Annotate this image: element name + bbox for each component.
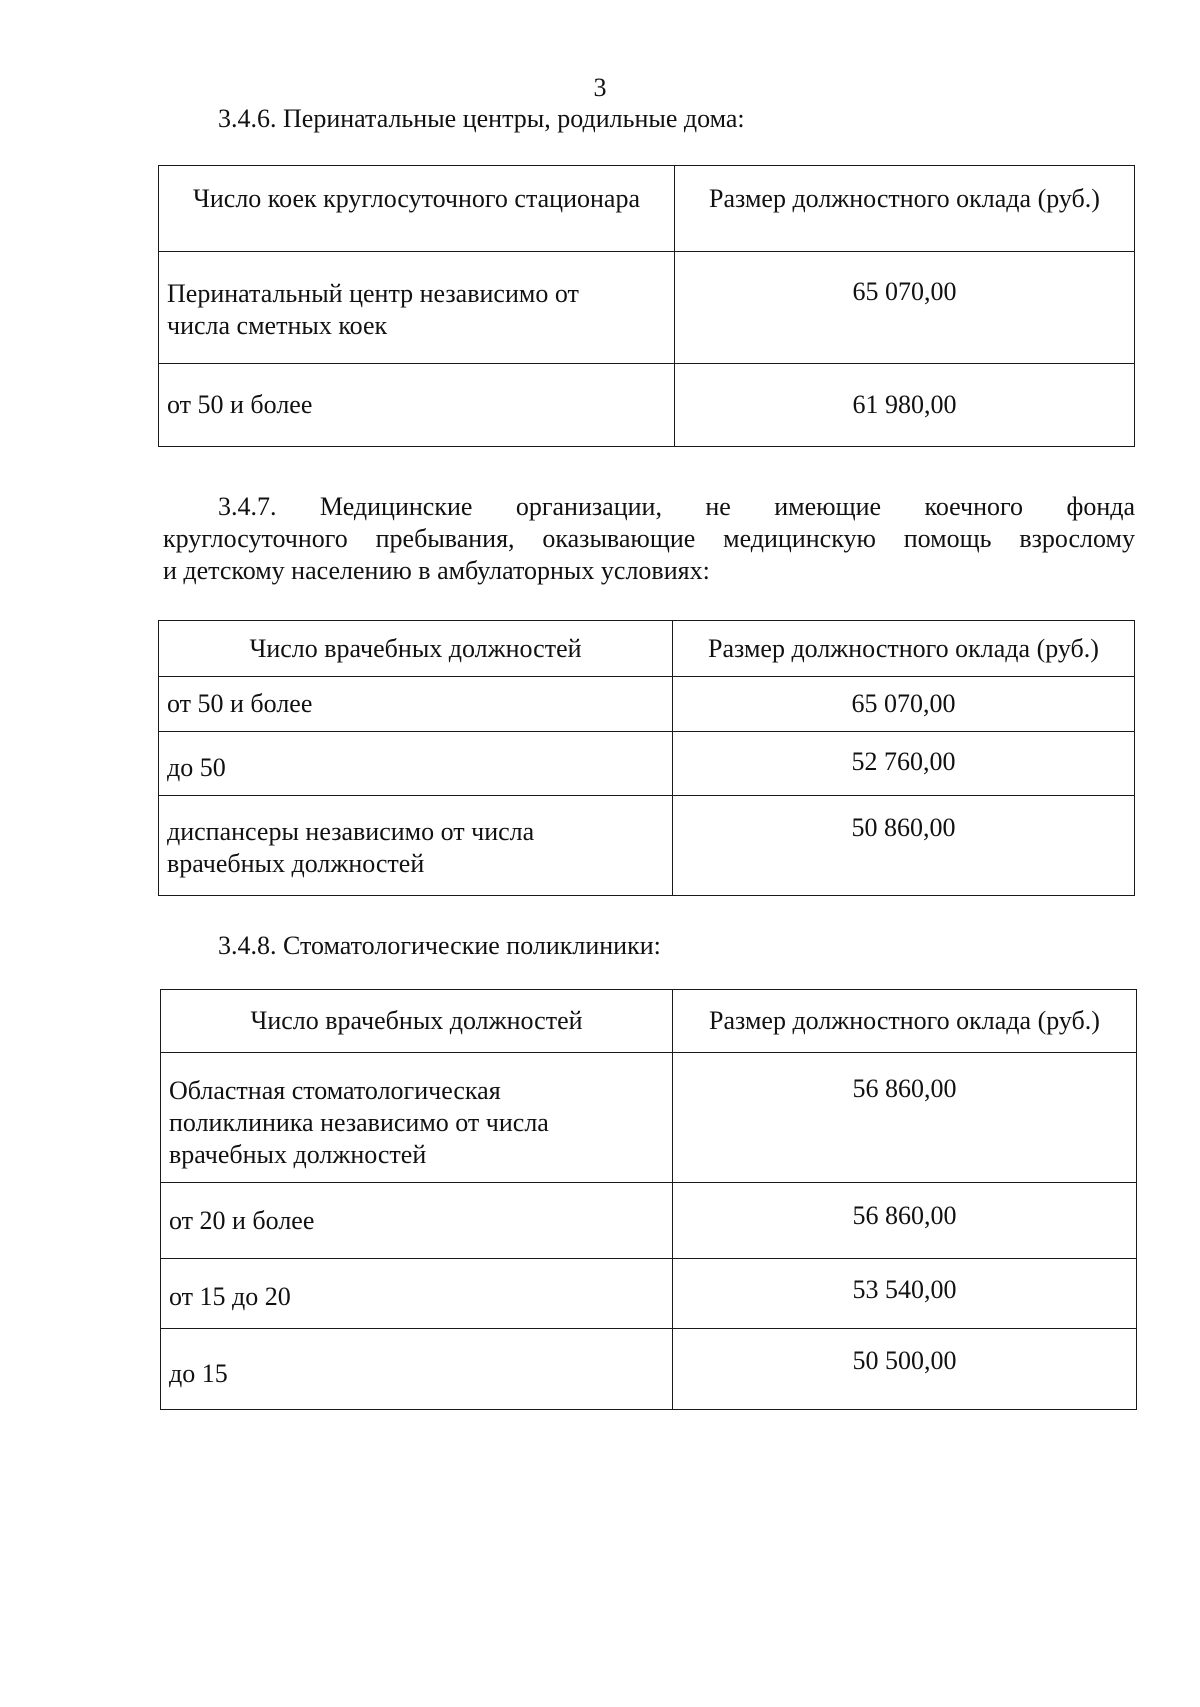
row-label-line: Перинатальный центр независимо от	[167, 279, 579, 308]
row-value: 65 070,00	[673, 677, 1135, 732]
table-row	[159, 677, 1135, 732]
row-label-line: врачебных должностей	[167, 849, 425, 878]
table-row	[161, 1183, 1137, 1259]
row-value: 50 500,00	[673, 1329, 1137, 1410]
table-row	[159, 364, 1135, 447]
section-346-table	[158, 165, 1135, 447]
section-346-heading: 3.4.6. Перинатальные центры, родильные дома:	[218, 104, 745, 133]
table-row	[161, 1329, 1137, 1410]
row-value: 65 070,00	[675, 252, 1135, 364]
row-label	[161, 1053, 673, 1183]
row-label	[159, 796, 673, 896]
header-salary: Размер должностного оклада (руб.)	[673, 621, 1135, 677]
row-label: от 20 и более	[161, 1183, 673, 1259]
row-label: до 15	[161, 1329, 673, 1410]
table-row	[161, 1053, 1137, 1183]
row-label: до 50	[159, 732, 673, 796]
row-label-line: числа сметных коек	[167, 311, 388, 340]
table-header-row	[159, 621, 1135, 677]
row-label: от 15 до 20	[161, 1259, 673, 1329]
table-row	[161, 1259, 1137, 1329]
row-label-line: поликлиника независимо от числа	[169, 1108, 549, 1137]
section-347-paragraph	[163, 491, 1135, 587]
page-number: 3	[593, 73, 607, 102]
row-label-line: Областная стоматологическая	[169, 1076, 501, 1105]
paragraph-line: и детскому населению в амбулаторных условиях:	[163, 556, 710, 585]
header-positions: Число врачебных должностей	[159, 621, 673, 677]
row-value: 53 540,00	[673, 1259, 1137, 1329]
table-row	[159, 796, 1135, 896]
row-label-line: диспансеры независимо от числа	[167, 817, 535, 846]
header-salary: Размер должностного оклада (руб.)	[675, 166, 1135, 252]
section-348-heading: 3.4.8. Стоматологические поликлиники:	[218, 931, 661, 960]
section-347-table	[158, 620, 1135, 896]
row-value: 56 860,00	[673, 1053, 1137, 1183]
row-value: 56 860,00	[673, 1183, 1137, 1259]
table-row	[159, 732, 1135, 796]
row-value: 61 980,00	[675, 364, 1135, 447]
section-348-table	[160, 989, 1137, 1410]
row-label-line: врачебных должностей	[169, 1140, 427, 1169]
row-label: от 50 и более	[159, 364, 675, 447]
table-row	[159, 252, 1135, 364]
table-header-row	[159, 166, 1135, 252]
row-value: 52 760,00	[673, 732, 1135, 796]
row-label	[159, 252, 675, 364]
paragraph-line: круглосуточного пребывания, оказывающие медицинскую помощь взрослому	[163, 524, 1135, 553]
header-positions: Число врачебных должностей	[161, 990, 673, 1053]
row-label: от 50 и более	[159, 677, 673, 732]
table-header-row	[161, 990, 1137, 1053]
header-beds: Число коек круглосуточного стационара	[159, 166, 675, 252]
row-value: 50 860,00	[673, 796, 1135, 896]
header-salary: Размер должностного оклада (руб.)	[673, 990, 1137, 1053]
paragraph-line: 3.4.7. Медицинские организации, не имеющие коечного фонда	[218, 492, 1135, 521]
